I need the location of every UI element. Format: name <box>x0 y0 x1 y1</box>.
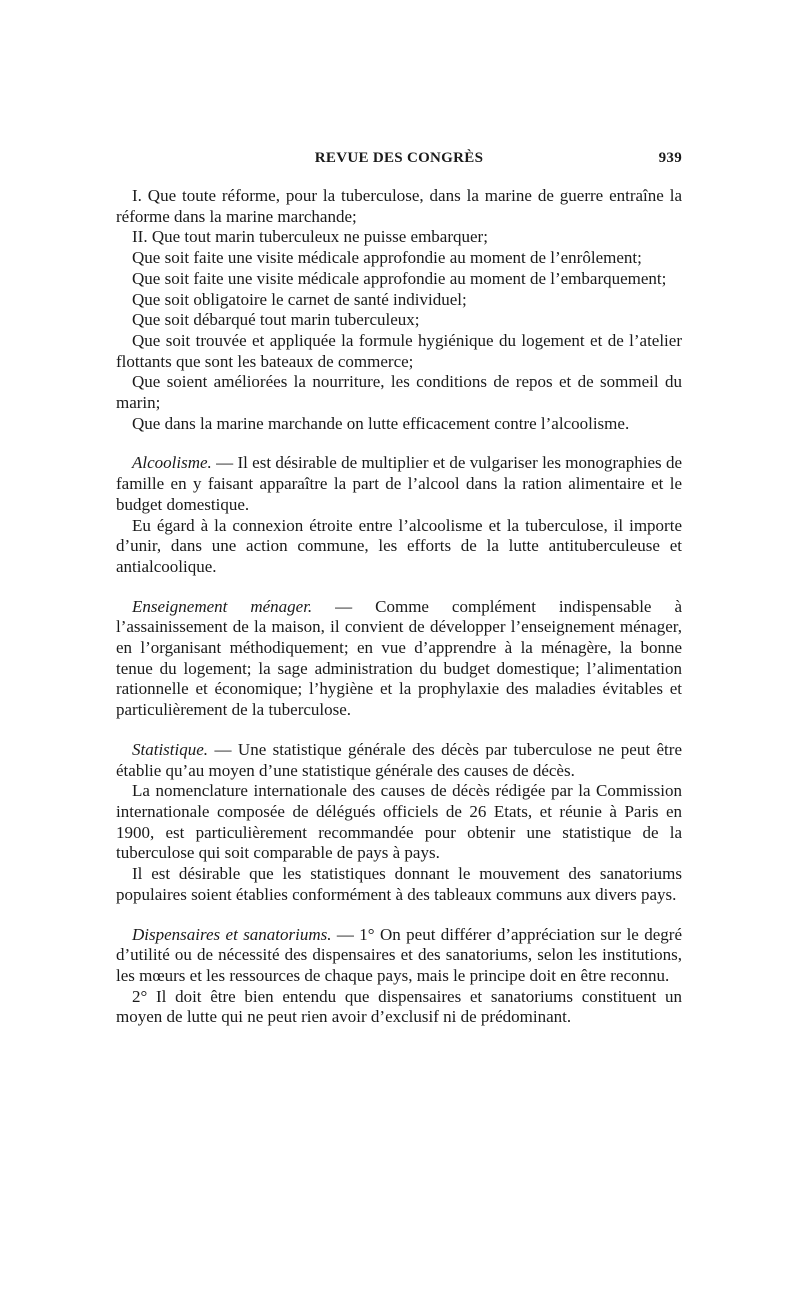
body-text <box>116 186 682 1028</box>
paragraph-text: Que dans la marine marchande on lutte efficacement contre l’alcoolisme. <box>132 413 630 433</box>
running-title: REVUE DES CONGRÈS <box>314 150 484 166</box>
paragraph-food-rest <box>116 372 682 413</box>
paragraph-text: I. Que toute réforme, pour la tuberculose, dans la marine de guerre entraîne la réforme dans la marine marchande; <box>116 186 682 226</box>
paragraph-text: Il est désirable que les statistiques donnant le mouvement des sanatoriums populaires soient établies conformément à des tableaux communs aux divers pays. <box>116 864 682 904</box>
paragraph-antialcohol <box>116 516 682 578</box>
paragraph-text: Que soient améliorées la nourriture, les conditions de repos et de sommeil du marin; <box>116 372 682 413</box>
paragraph-text: Eu égard à la connexion étroite entre l’alcoolisme et la tuberculose, il importe d’unir, dans une action commune, les efforts de la lutte antituberculeuse et antialcoolique. <box>116 515 682 576</box>
paragraph-nomenclature <box>116 781 682 864</box>
paragraph-text: La nomenclature internationale des causes de décès rédigée par la Commission internationale composée de délégués officiels de 26 Etats, et réunie à Paris en 1900, est particulièrement recommandée pour obtenir une statistique de la tuberculose qui soit comparable de pays à pays. <box>116 781 682 863</box>
paragraph-disembark <box>116 310 682 331</box>
paragraph-sanatorium-stats <box>116 864 682 905</box>
page-number: 939 <box>658 150 682 166</box>
paragraph-text: — 1° On peut différer d’appréciation sur le degré d’utilité ou de nécessité des dispensaires et des sanatoriums, selon les institutions, les mœurs et les ressources de chaque pays, mais le principe doit en être reconnu. <box>116 924 682 985</box>
paragraph-merchant-alcohol <box>116 414 682 435</box>
paragraph-text: Que soit faite une visite médicale approfondie au moment de l’enrôlement; <box>132 248 642 268</box>
paragraph-health-booklet <box>116 290 682 311</box>
section-heading: Dispensaires et sanatoriums. <box>132 924 332 944</box>
paragraph-text: 2° Il doit être bien entendu que dispensaires et sanatoriums constituent un moyen de lutte qui ne peut rien avoir d’exclusif ni de prédominant. <box>116 986 682 1027</box>
section-heading: Alcoolisme. <box>132 453 212 473</box>
paragraph-enrolment-visit <box>116 248 682 269</box>
paragraph-text: II. Que tout marin tuberculeux ne puisse embarquer; <box>132 227 488 247</box>
paragraph-text: Que soit trouvée et appliquée la formule hygiénique du logement et de l’atelier flottants que sont les bateaux de commerce; <box>116 330 682 371</box>
section-heading: Enseignement ménager. <box>132 596 313 616</box>
paragraph-text: Que soit obligatoire le carnet de santé individuel; <box>132 289 467 309</box>
section-dispensaires <box>116 925 682 987</box>
paragraph-means-of-struggle <box>116 987 682 1028</box>
paragraph-hygiene-formula <box>116 331 682 372</box>
paragraph-embarkation-visit <box>116 269 682 290</box>
paragraph-text: — Comme complément indispensable à l’assainissement de la maison, il convient de développer l’enseignement ménager, en l’organisant méthodiquement; en vue d’apprendre à la ménagère, la bonne tenue du logement; la sage administration du budget domestique; l’alimentation rationnelle et économique; l’hygiène et la prophylaxie des maladies évitables et particulièrement de la tuberculose. <box>116 596 682 720</box>
paragraph-reform <box>116 186 682 227</box>
section-alcoolisme <box>116 453 682 515</box>
paragraph-embark <box>116 227 682 248</box>
paragraph-text: Que soit faite une visite médicale approfondie au moment de l’embarquement; <box>132 268 667 288</box>
section-enseignement-menager <box>116 597 682 721</box>
section-heading: Statistique. <box>132 739 209 759</box>
section-statistique <box>116 740 682 781</box>
paragraph-text: Que soit débarqué tout marin tuberculeux; <box>132 310 420 330</box>
paragraph-text: — Il est désirable de multiplier et de vulgariser les monographies de famille en y faisant apparaître la part de l’alcool dans la ration alimentaire et le budget domestique. <box>116 453 682 514</box>
running-header <box>116 150 682 174</box>
paragraph-text: — Une statistique générale des décès par tuberculose ne peut être établie qu’au moyen d’une statistique générale des causes de décès. <box>116 739 682 780</box>
